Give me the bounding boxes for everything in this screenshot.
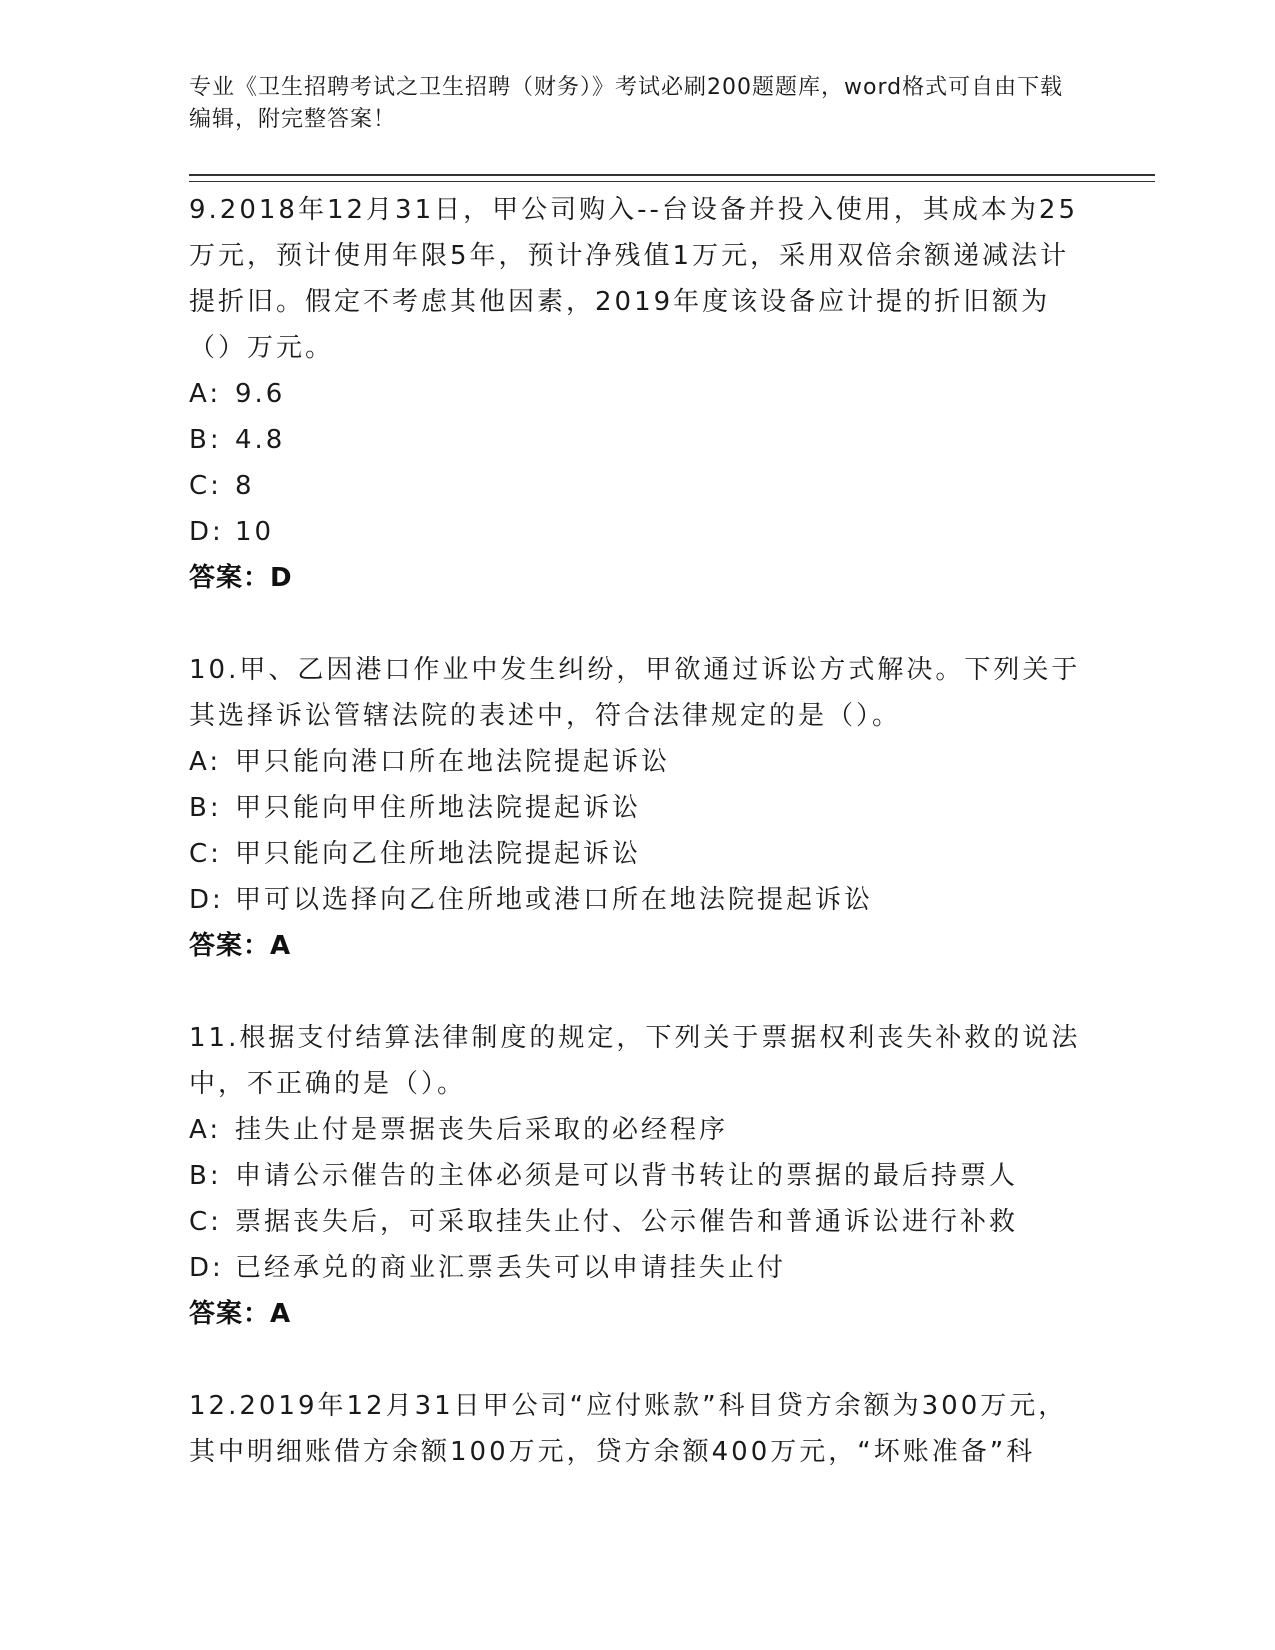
- option-a: [189, 371, 1089, 417]
- option-key: B:: [189, 1161, 222, 1191]
- question-11: [189, 1015, 1089, 1337]
- option-text: 4.8: [235, 425, 286, 455]
- option-key: B:: [189, 425, 222, 455]
- option-text: 10: [235, 517, 275, 547]
- option-key: B:: [189, 793, 222, 823]
- option-text: 甲只能向港口所在地法院提起诉讼: [235, 747, 671, 777]
- option-text: 8: [235, 471, 255, 501]
- option-c: [189, 463, 1089, 509]
- header-rule-thin: [189, 181, 1155, 182]
- option-key: C:: [189, 471, 222, 501]
- question-12: [189, 1383, 1089, 1475]
- option-text: 甲只能向甲住所地法院提起诉讼: [235, 793, 642, 823]
- option-c: [189, 1199, 1089, 1245]
- option-text: 挂失止付是票据丧失后采取的必经程序: [235, 1115, 729, 1145]
- option-key: D:: [189, 517, 224, 547]
- option-b: [189, 785, 1089, 831]
- option-text: 申请公示催告的主体必须是可以背书转让的票据的最后持票人: [235, 1161, 1019, 1191]
- option-a: [189, 1107, 1089, 1153]
- option-d: [189, 1245, 1089, 1291]
- option-b: [189, 1153, 1089, 1199]
- question-10: [189, 647, 1089, 969]
- option-key: C:: [189, 839, 222, 869]
- option-d: [189, 877, 1089, 923]
- answer-line: 答案：A: [189, 931, 292, 961]
- option-key: D:: [189, 885, 224, 915]
- option-text: 甲可以选择向乙住所地或港口所在地法院提起诉讼: [235, 885, 874, 915]
- option-text: 已经承兑的商业汇票丢失可以申请挂失止付: [235, 1253, 787, 1283]
- option-text: 票据丧失后，可采取挂失止付、公示催告和普通诉讼进行补救: [235, 1207, 1019, 1237]
- option-key: D:: [189, 1253, 224, 1283]
- option-key: A:: [189, 1115, 222, 1145]
- question-9: [189, 187, 1089, 601]
- header-rule-thick: [189, 174, 1155, 176]
- option-key: C:: [189, 1207, 222, 1237]
- option-key: A:: [189, 747, 222, 777]
- document-header: 专业《卫生招聘考试之卫生招聘（财务）》考试必刷200题题库，word格式可自由下载编辑，附完整答案！: [189, 75, 1064, 132]
- question-stem: 11.根据支付结算法律制度的规定，下列关于票据权利丧失补救的说法中，不正确的是（）。: [189, 1023, 1081, 1099]
- option-key: A:: [189, 379, 222, 409]
- question-stem: 12.2019年12月31日甲公司“应付账款”科目贷方余额为300万元，其中明细账借方余额100万元，贷方余额400万元，“坏账准备”科: [189, 1391, 1068, 1467]
- option-c: [189, 831, 1089, 877]
- answer-line: 答案：A: [189, 1299, 292, 1329]
- option-text: 9.6: [235, 379, 286, 409]
- option-text: 甲只能向乙住所地法院提起诉讼: [235, 839, 642, 869]
- question-list: [189, 187, 1089, 1521]
- question-stem: 9.2018年12月31日，甲公司购入--台设备并投入使用，其成本为25万元，预计使用年限5年，预计净残值1万元，采用双倍余额递减法计提折旧。假定不考虑其他因素，2019年度该设备应计提的折旧额为（）万元。: [189, 195, 1078, 363]
- option-a: [189, 739, 1089, 785]
- option-b: [189, 417, 1089, 463]
- option-d: [189, 509, 1089, 555]
- question-stem: 10.甲、乙因港口作业中发生纠纷，甲欲通过诉讼方式解决。下列关于其选择诉讼管辖法院的表述中，符合法律规定的是（）。: [189, 655, 1081, 731]
- answer-line: 答案：D: [189, 563, 293, 593]
